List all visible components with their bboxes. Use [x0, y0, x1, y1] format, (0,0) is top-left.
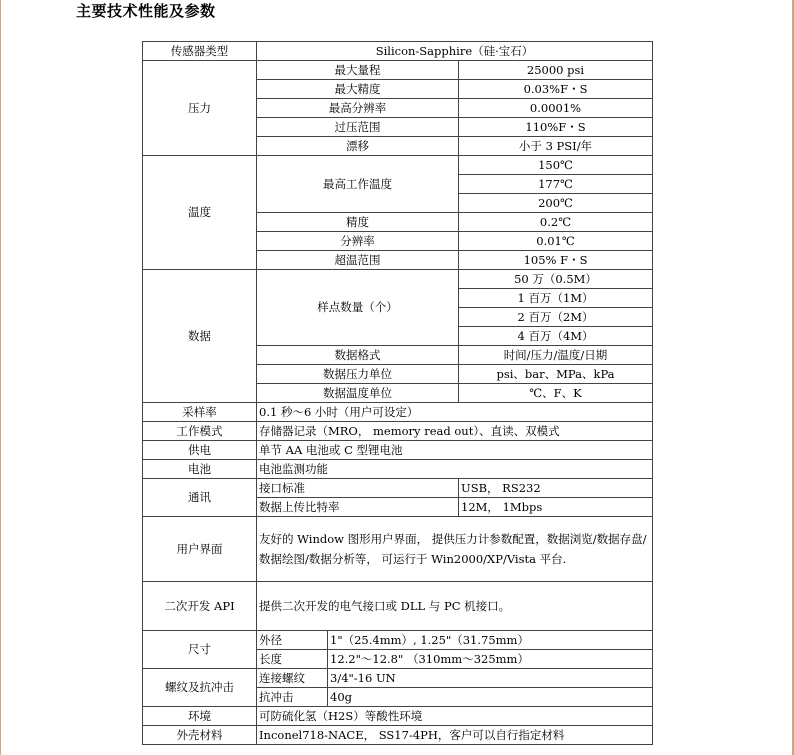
cell-name: 连接螺纹 — [257, 669, 328, 688]
table-row — [143, 669, 653, 688]
row-label: 工作模式 — [143, 422, 257, 441]
cell-value: 1 百万（1M） — [459, 289, 653, 308]
cell-name: 接口标准 — [257, 479, 459, 498]
cell-name: 最大精度 — [257, 80, 459, 99]
cell-value: 105% F・S — [459, 251, 653, 270]
row-label: 用户界面 — [143, 517, 257, 582]
cell-value: ℃、F、K — [459, 384, 653, 403]
table-row — [143, 726, 653, 745]
cell-value: 12.2"～12.8" （310mm～325mm） — [328, 650, 653, 669]
cell-name: 分辨率 — [257, 232, 459, 251]
row-label: 螺纹及抗冲击 — [143, 669, 257, 707]
cell-name: 超温范围 — [257, 251, 459, 270]
cell-name: 抗冲击 — [257, 688, 328, 707]
cell-value: 3/4"-16 UN — [328, 669, 653, 688]
cell-value: 200℃ — [459, 194, 653, 213]
cell-value: 单节 AA 电池或 C 型锂电池 — [257, 441, 653, 460]
cell-name: 最大量程 — [257, 61, 459, 80]
table-row — [143, 707, 653, 726]
cell-value: 2 百万（2M） — [459, 308, 653, 327]
cell-name: 数据上传比特率 — [257, 498, 459, 517]
cell-value: 0.03%F・S — [459, 80, 653, 99]
cell-value: Silicon-Sapphire（硅·宝石） — [257, 42, 653, 61]
cell-value: 0.01℃ — [459, 232, 653, 251]
cell-value: 50 万（0.5M） — [459, 270, 653, 289]
row-label: 电池 — [143, 460, 257, 479]
row-label: 外壳材料 — [143, 726, 257, 745]
row-label: 温度 — [143, 156, 257, 270]
table-row — [143, 156, 653, 175]
row-label: 数据 — [143, 270, 257, 403]
table-row — [143, 270, 653, 289]
cell-value: 150℃ — [459, 156, 653, 175]
cell-value: 110%F・S — [459, 118, 653, 137]
cell-value: Inconel718-NACE， SS17-4PH，客户可以自行指定材料 — [257, 726, 653, 745]
cell-value: 40g — [328, 688, 653, 707]
cell-name: 样点数量（个） — [257, 270, 459, 346]
cell-value: 电池监测功能 — [257, 460, 653, 479]
table-row — [143, 479, 653, 498]
cell-name: 数据格式 — [257, 346, 459, 365]
cell-value: 4 百万（4M） — [459, 327, 653, 346]
table-row — [143, 582, 653, 631]
table-row — [143, 403, 653, 422]
cell-value: psi、bar、MPa、kPa — [459, 365, 653, 384]
page-frame-left — [0, 0, 1, 755]
cell-name: 数据温度单位 — [257, 384, 459, 403]
row-label: 压力 — [143, 61, 257, 156]
table-row — [143, 631, 653, 650]
table-row — [143, 517, 653, 582]
row-label: 供电 — [143, 441, 257, 460]
table-row — [143, 441, 653, 460]
cell-value: USB， RS232 — [459, 479, 653, 498]
cell-name: 最高工作温度 — [257, 156, 459, 213]
cell-name: 漂移 — [257, 137, 459, 156]
cell-value: 177℃ — [459, 175, 653, 194]
cell-name: 长度 — [257, 650, 328, 669]
cell-value: 1"（25.4mm）, 1.25"（31.75mm） — [328, 631, 653, 650]
row-label: 尺寸 — [143, 631, 257, 669]
cell-value: 12M， 1Mbps — [459, 498, 653, 517]
table-row — [143, 422, 653, 441]
cell-value: 0.2℃ — [459, 213, 653, 232]
cell-value: 0.1 秒～6 小时（用户可设定） — [257, 403, 653, 422]
table-row — [143, 42, 653, 61]
page-title: 主要技术性能及参数 — [76, 2, 216, 20]
cell-name: 最高分辨率 — [257, 99, 459, 118]
cell-value: 25000 psi — [459, 61, 653, 80]
row-label: 采样率 — [143, 403, 257, 422]
cell-name: 过压范围 — [257, 118, 459, 137]
row-label: 二次开发 API — [143, 582, 257, 631]
cell-name: 精度 — [257, 213, 459, 232]
table-row — [143, 460, 653, 479]
row-label: 通讯 — [143, 479, 257, 517]
cell-name: 外径 — [257, 631, 328, 650]
cell-name: 数据压力单位 — [257, 365, 459, 384]
spec-table — [142, 41, 653, 745]
row-label: 传感器类型 — [143, 42, 257, 61]
cell-value: 0.0001% — [459, 99, 653, 118]
cell-value: 存储器记录（MRO， memory read out）、直读、双模式 — [257, 422, 653, 441]
cell-value: 可防硫化氢（H2S）等酸性环境 — [257, 707, 653, 726]
cell-value: 时间/压力/温度/日期 — [459, 346, 653, 365]
cell-value: 友好的 Window 图形用户界面， 提供压力计参数配置，数据浏览/数据存盘/数据绘图/数据分析等， 可运行于 Win2000/XP/Vista 平台. — [257, 517, 653, 582]
cell-value: 小于 3 PSI/年 — [459, 137, 653, 156]
cell-value: 提供二次开发的电气接口或 DLL 与 PC 机接口。 — [257, 582, 653, 631]
table-row — [143, 61, 653, 80]
row-label: 环境 — [143, 707, 257, 726]
